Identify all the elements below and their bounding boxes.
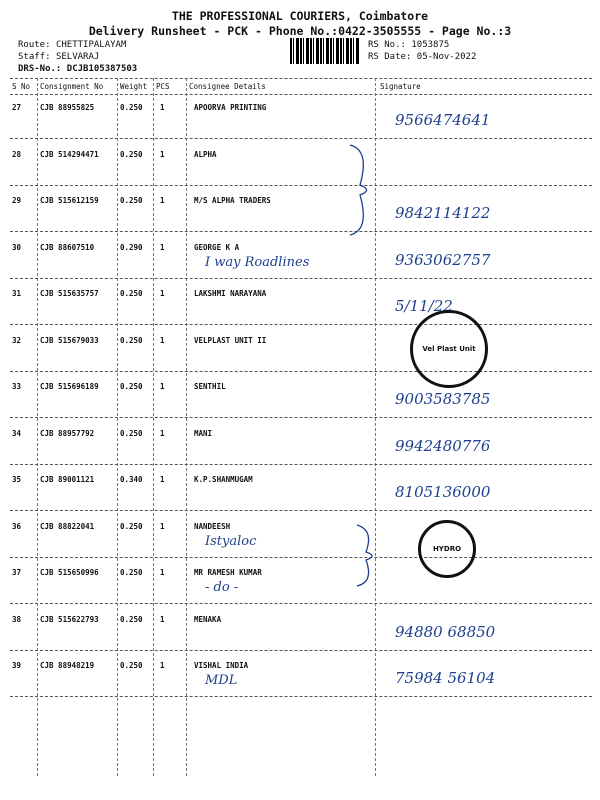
column-divider xyxy=(153,78,154,776)
row-divider xyxy=(10,185,592,186)
signature-text: 94880 68850 xyxy=(395,623,496,641)
consignee-cell: MANI xyxy=(194,429,213,438)
signature-text: 9942480776 xyxy=(395,437,491,455)
weight-cell: 0.340 xyxy=(120,475,143,484)
staff-value: SELVARAJ xyxy=(55,52,100,62)
row-divider xyxy=(10,510,592,511)
consignee-cell: LAKSHMI NARAYANA xyxy=(194,289,267,298)
weight-cell: 0.290 xyxy=(120,243,143,252)
column-divider xyxy=(117,78,118,776)
pcs-cell: 1 xyxy=(160,196,165,205)
column-divider xyxy=(186,78,187,776)
header-bottom-rule xyxy=(10,94,592,95)
weight-cell: 0.250 xyxy=(120,150,143,159)
sno-cell: 27 xyxy=(12,103,22,112)
column-header-weight: Weight xyxy=(120,82,148,91)
consignee-cell: NANDEESH xyxy=(194,522,231,531)
weight-cell: 0.250 xyxy=(120,568,143,577)
barcode xyxy=(290,38,360,64)
row-divider xyxy=(10,371,592,372)
weight-cell: 0.250 xyxy=(120,289,143,298)
pcs-cell: 1 xyxy=(160,243,165,252)
consignee-cell: ALPHA xyxy=(194,150,217,159)
row-divider xyxy=(10,278,592,279)
consignment-cell: CJB 88948219 xyxy=(40,661,95,670)
signature-text: 9566474641 xyxy=(395,111,491,129)
sno-cell: 37 xyxy=(12,568,22,577)
sno-cell: 28 xyxy=(12,150,22,159)
consignee-cell: SENTHIL xyxy=(194,382,226,391)
consignee-cell: APOORVA PRINTING xyxy=(194,103,267,112)
consignment-cell: CJB 515635757 xyxy=(40,289,99,298)
row-divider xyxy=(10,650,592,651)
consignee-cell: GEORGE K A xyxy=(194,243,240,252)
weight-cell: 0.250 xyxy=(120,429,143,438)
consignment-cell: CJB 89001121 xyxy=(40,475,95,484)
row-divider xyxy=(10,417,592,418)
signature-text: 9363062757 xyxy=(395,251,491,269)
consignee-cell: M/S ALPHA TRADERS xyxy=(194,196,271,205)
sno-cell: 38 xyxy=(12,615,22,624)
rs-no-line xyxy=(368,40,449,50)
weight-cell: 0.250 xyxy=(120,336,143,345)
pcs-cell: 1 xyxy=(160,475,165,484)
sno-cell: 39 xyxy=(12,661,22,670)
rs-date-label: RS Date: xyxy=(368,52,412,62)
rs-date-value: 05-Nov-2022 xyxy=(416,52,477,62)
hydro-stamp-text: HYDRO xyxy=(432,545,462,553)
drs-line xyxy=(18,64,137,74)
consignment-cell: CJB 515679033 xyxy=(40,336,99,345)
consignee-cell: K.P.SHANMUGAM xyxy=(194,475,253,484)
column-header-pcs: PCS xyxy=(156,82,170,91)
pcs-cell: 1 xyxy=(160,150,165,159)
handwritten-note: Istyaloc xyxy=(205,534,257,549)
consignment-cell: CJB 515622793 xyxy=(40,615,99,624)
drs-value: DCJB105387503 xyxy=(66,64,138,74)
route-line xyxy=(18,40,126,50)
row-divider xyxy=(10,557,592,558)
consignment-cell: CJB 514294471 xyxy=(40,150,99,159)
row-divider xyxy=(10,464,592,465)
brace-scribble xyxy=(352,520,382,590)
weight-cell: 0.250 xyxy=(120,661,143,670)
handwritten-note: MDL xyxy=(205,673,238,688)
consignment-cell: CJB 88822041 xyxy=(40,522,95,531)
pcs-cell: 1 xyxy=(160,568,165,577)
velplast-stamp xyxy=(410,310,488,388)
table-top-rule xyxy=(10,78,592,79)
velplast-stamp-text: Vel Plast Unit xyxy=(422,345,476,353)
rs-date-line xyxy=(368,52,476,62)
column-header-sno: S No xyxy=(12,82,31,91)
weight-cell: 0.250 xyxy=(120,522,143,531)
column-header-consignment: Consignment No xyxy=(40,82,104,91)
consignment-cell: CJB 88955825 xyxy=(40,103,95,112)
sno-cell: 31 xyxy=(12,289,22,298)
sno-cell: 36 xyxy=(12,522,22,531)
consignment-cell: CJB 515696189 xyxy=(40,382,99,391)
consignment-cell: CJB 515612159 xyxy=(40,196,99,205)
consignee-cell: MENAKA xyxy=(194,615,222,624)
signature-text: 75984 56104 xyxy=(395,669,496,687)
sno-cell: 33 xyxy=(12,382,22,391)
sno-cell: 35 xyxy=(12,475,22,484)
signature-text: 5/11/22 xyxy=(395,297,453,315)
rs-no-value: 1053875 xyxy=(411,40,450,50)
document-subtitle: Delivery Runsheet - PCK - Phone No.:0422-3505555 - Page No.:3 xyxy=(88,24,512,38)
sno-cell: 34 xyxy=(12,429,22,438)
sno-cell: 29 xyxy=(12,196,22,205)
row-divider xyxy=(10,231,592,232)
document-title: THE PROFESSIONAL COURIERS, Coimbatore xyxy=(171,9,429,23)
signature-text: 9842114122 xyxy=(395,204,491,222)
consignment-cell: CJB 515650996 xyxy=(40,568,99,577)
pcs-cell: 1 xyxy=(160,429,165,438)
staff-label: Staff: xyxy=(18,52,51,62)
staff-line xyxy=(18,52,99,62)
handwritten-note: I way Roadlines xyxy=(205,255,310,270)
route-label: Route: xyxy=(18,40,51,50)
sno-cell: 32 xyxy=(12,336,22,345)
consignment-cell: CJB 88607510 xyxy=(40,243,95,252)
row-divider xyxy=(10,603,592,604)
column-header-signature: Signature xyxy=(380,82,421,91)
consignee-cell: MR RAMESH KUMAR xyxy=(194,568,262,577)
brace-scribble xyxy=(345,140,375,240)
pcs-cell: 1 xyxy=(160,615,165,624)
row-divider xyxy=(10,696,592,697)
consignment-cell: CJB 88957792 xyxy=(40,429,95,438)
pcs-cell: 1 xyxy=(160,661,165,670)
column-divider xyxy=(37,78,38,776)
signature-text: 8105136000 xyxy=(395,483,491,501)
consignee-cell: VELPLAST UNIT II xyxy=(194,336,267,345)
sno-cell: 30 xyxy=(12,243,22,252)
column-header-consignee: Consignee Details xyxy=(189,82,266,91)
pcs-cell: 1 xyxy=(160,382,165,391)
hydro-stamp xyxy=(418,520,476,578)
drs-label: DRS-No.: xyxy=(18,64,62,74)
handwritten-note: - do - xyxy=(205,580,239,595)
weight-cell: 0.250 xyxy=(120,382,143,391)
rs-no-label: RS No.: xyxy=(368,40,406,50)
row-divider xyxy=(10,138,592,139)
column-divider xyxy=(375,78,376,776)
weight-cell: 0.250 xyxy=(120,196,143,205)
signature-text: 9003583785 xyxy=(395,390,491,408)
weight-cell: 0.250 xyxy=(120,615,143,624)
route-value: CHETTIPALAYAM xyxy=(55,40,127,50)
pcs-cell: 1 xyxy=(160,289,165,298)
row-divider xyxy=(10,324,592,325)
pcs-cell: 1 xyxy=(160,103,165,112)
consignee-cell: VISHAL INDIA xyxy=(194,661,249,670)
pcs-cell: 1 xyxy=(160,336,165,345)
weight-cell: 0.250 xyxy=(120,103,143,112)
pcs-cell: 1 xyxy=(160,522,165,531)
